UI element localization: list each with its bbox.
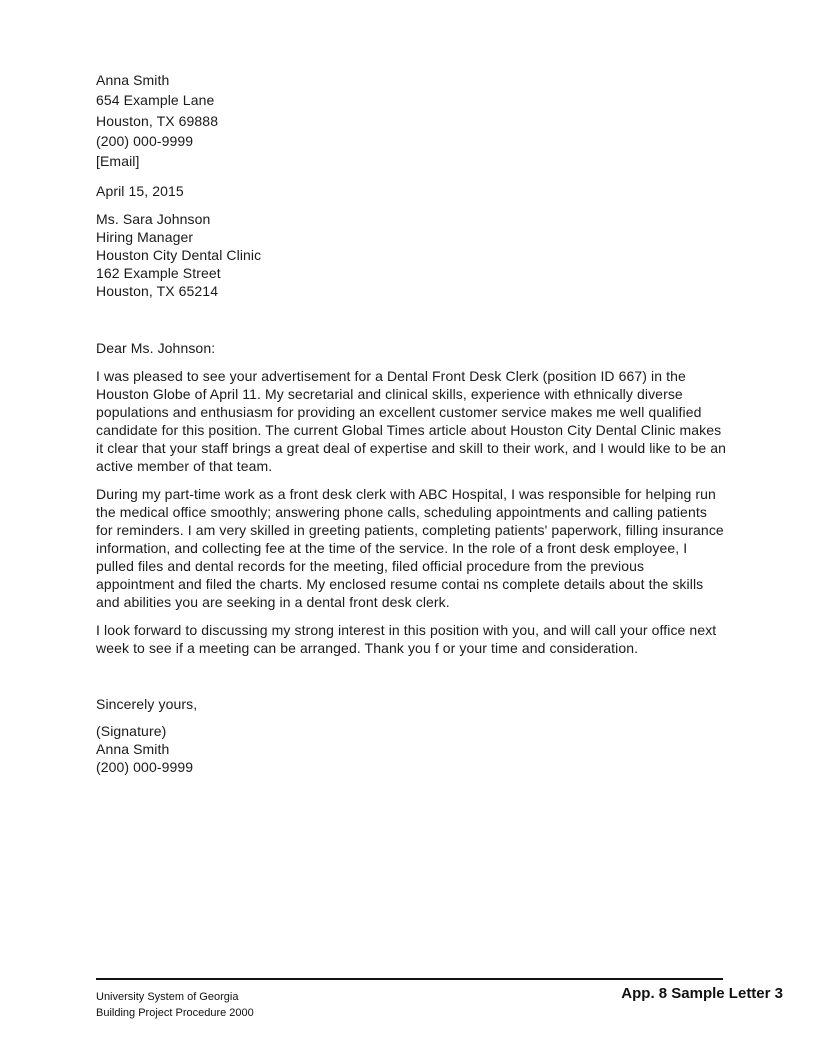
body-paragraph-2: During my part-time work as a front desk clerk with ABC Hospital, I was responsible for helping run the medical office smoothly; answering phone calls, scheduling appointments and calling patients for reminders. I am very skilled in greeting patients, completing patients' paperwork, filling insurance information, and collecting fee at the time of the service. In the role of a front desk employee, I pulled files and dental records for the meeting, filed official procedure from the previous appointment and filed the charts. My enclosed resume contai ns complete details about the skills and abilities you are seeking in a dental front desk clerk. <box>96 486 724 610</box>
footer-page-label: App. 8 Sample Letter 3 <box>621 985 783 1002</box>
sender-name: Anna Smith <box>96 72 170 88</box>
sender-phone: (200) 000-9999 <box>96 132 194 149</box>
footer-organization <box>96 989 254 1021</box>
signature-name: Anna Smith <box>96 741 170 757</box>
letter-date: April 15, 2015 <box>96 183 184 199</box>
sender-city: Houston, TX 69888 <box>96 112 219 129</box>
sender-street: 654 Example Lane <box>96 92 215 109</box>
footer-org-line-1: University System of Georgia <box>96 991 239 1003</box>
recipient-address <box>96 210 261 300</box>
signature-block <box>96 722 193 776</box>
closing: Sincerely yours, <box>96 696 198 712</box>
recipient-company: Houston City Dental Clinic <box>96 247 262 263</box>
footer-org-line-2: Building Project Procedure 2000 <box>96 1007 254 1019</box>
footer-divider <box>96 978 723 980</box>
recipient-title: Hiring Manager <box>96 229 194 245</box>
signature-placeholder: (Signature) <box>96 723 167 739</box>
signature-phone: (200) 000-9999 <box>96 759 194 775</box>
sender-address <box>96 70 218 171</box>
body-paragraph-1: I was pleased to see your advertisement for a Dental Front Desk Clerk (position ID 667) in the Houston Globe of April 11. My secretarial and clinical skills, experience with ethnically diverse populations and enthusiasm for providing an excellent customer service makes me well qualified candidate for this position. The current Global Times article about Houston City Dental Clinic makes it clear that your staff brings a great deal of expertise and skill to their work, and I would like to be an active member of that team. <box>96 368 726 474</box>
salutation: Dear Ms. Johnson: <box>96 340 216 356</box>
recipient-name: Ms. Sara Johnson <box>96 211 211 227</box>
sender-email: [Email] <box>96 153 140 170</box>
recipient-city: Houston, TX 65214 <box>96 283 219 299</box>
recipient-street: 162 Example Street <box>96 265 221 281</box>
body-paragraph-3: I look forward to discussing my strong interest in this position with you, and will call your office next week to see if a meeting can be arranged. Thank you f or your time and consideration. <box>96 622 717 656</box>
